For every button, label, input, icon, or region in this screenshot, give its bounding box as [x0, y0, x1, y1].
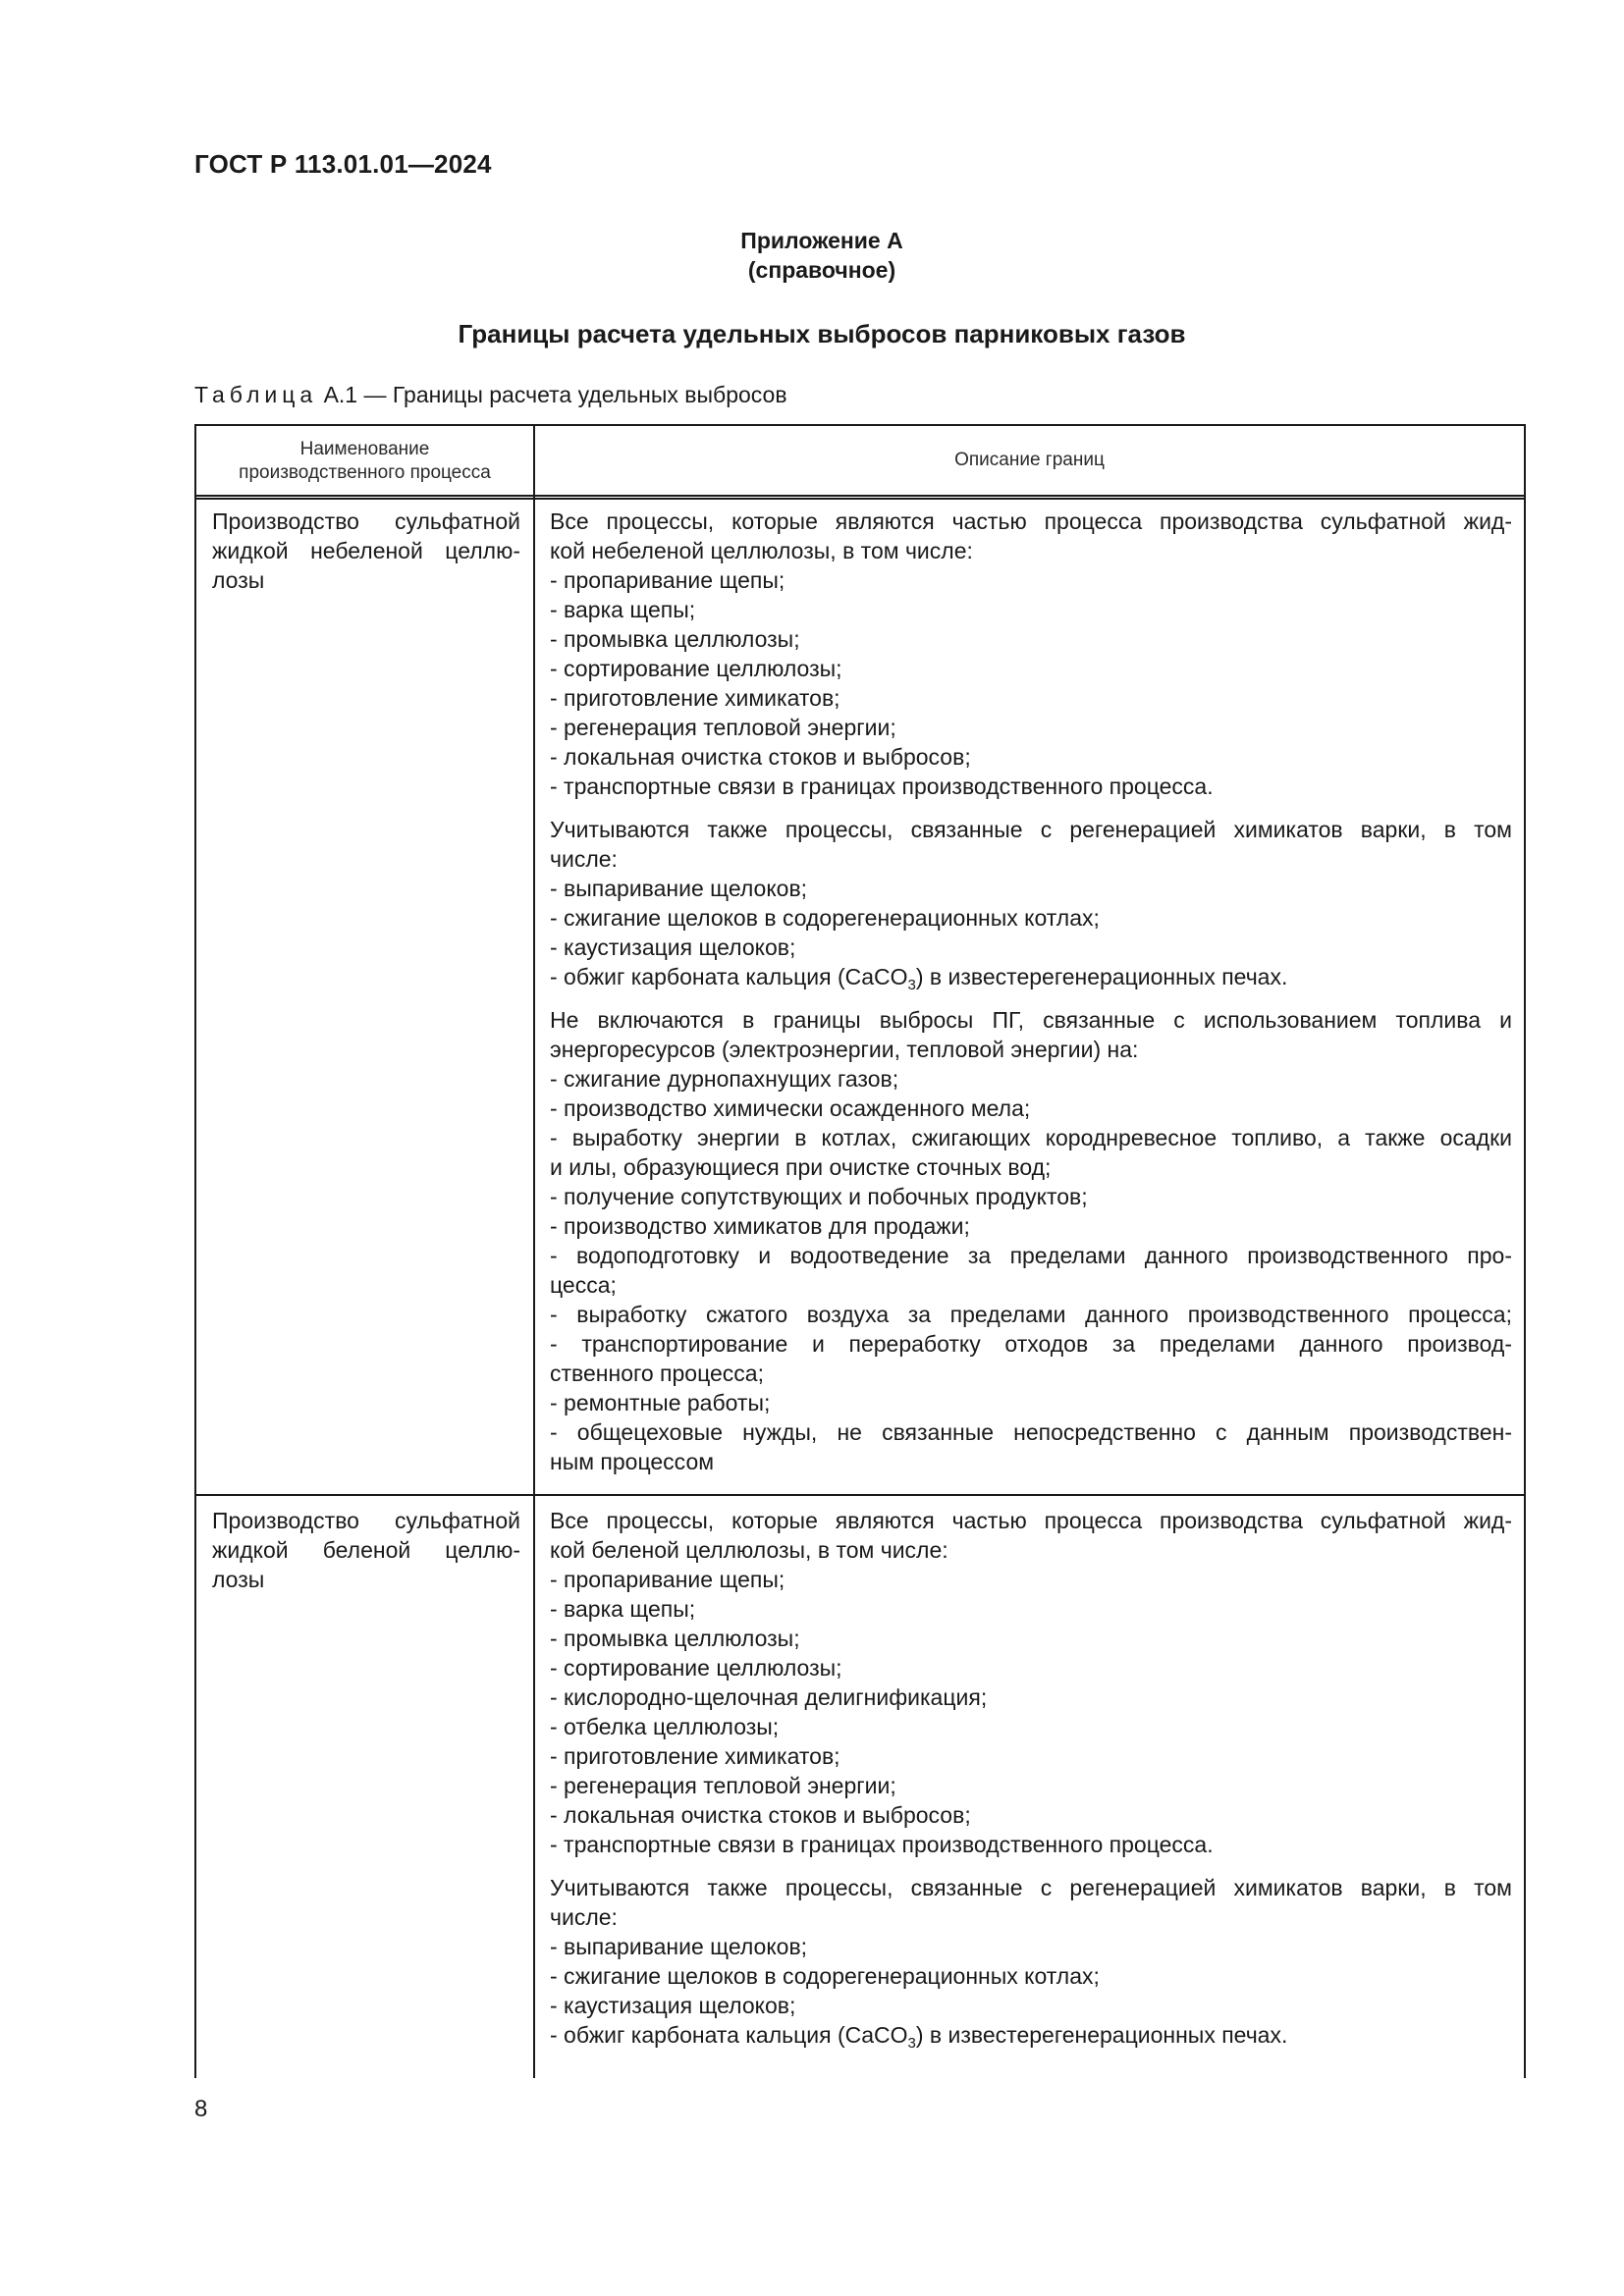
list-item: - сжигание щелоков в содорегенерационных котлах; — [550, 1963, 1100, 1989]
list-item: ственного процесса; — [550, 1361, 764, 1386]
appendix-subtitle: (справочное) — [747, 257, 896, 283]
document-code: ГОСТ Р 113.01.01—2024 — [194, 149, 492, 179]
desc-line: энергоресурсов (электроэнергии, тепловой энергии) на: — [550, 1037, 1139, 1062]
list-item: - каустизация щелоков; — [550, 1993, 796, 2018]
list-item: и илы, образующиеся при очистке сточных вод; — [550, 1154, 1052, 1180]
table-caption-label: Таблица — [194, 382, 318, 407]
row1-regeneration-processes — [550, 815, 1512, 991]
list-item: - кислородно-щелочная делигнификация; — [550, 1684, 988, 1710]
list-item: - выработку энергии в котлах, сжигающих короднревесное топливо, а также осадки — [550, 1125, 1512, 1150]
list-item: - транспортные связи в границах производственного процесса. — [550, 1832, 1214, 1857]
appendix-title: Приложение А — [740, 228, 903, 253]
list-item: - транспортные связи в границах производственного процесса. — [550, 774, 1214, 799]
desc-line: кой беленой целлюлозы, в том числе: — [550, 1537, 948, 1563]
appendix-heading — [0, 226, 1624, 285]
list-item: - приготовление химикатов; — [550, 1743, 840, 1769]
row1-process-name — [212, 507, 520, 595]
list-item: - выпаривание щелоков; — [550, 1934, 808, 1959]
desc-line: числе: — [550, 1904, 618, 1930]
list-item: - варка щепы; — [550, 1596, 696, 1622]
boundaries-table — [194, 424, 1526, 2078]
header-process-name-line1: Наименование — [299, 439, 430, 459]
row2-included-processes — [550, 1506, 1512, 1859]
page-number: 8 — [194, 2096, 208, 2122]
list-item: - каустизация щелоков; — [550, 934, 796, 960]
row2-regeneration-processes — [550, 1873, 1512, 2050]
desc-line: числе: — [550, 846, 618, 872]
list-item: - локальная очистка стоков и выбросов; — [550, 1802, 971, 1828]
desc-line: Все процессы, которые являются частью процесса производства сульфатной жид- — [550, 1508, 1512, 1533]
list-item-text: ) в известерегенерационных печах. — [915, 2022, 1288, 2048]
list-item: - выработку сжатого воздуха за пределами данного производственного процесса; — [550, 1302, 1512, 1327]
list-item: - водоподготовку и водоотведение за пределами данного производственного про- — [550, 1243, 1512, 1268]
list-item: - варка щепы; — [550, 597, 696, 622]
list-item: - сжигание дурнопахнущих газов; — [550, 1066, 899, 1092]
list-item-text: - обжиг карбоната кальция (CaCO — [550, 2022, 908, 2048]
list-item — [550, 962, 1512, 991]
table-caption — [194, 382, 787, 408]
list-item: - ремонтные работы; — [550, 1390, 771, 1415]
list-item: - транспортирование и переработку отходов за пределами данного производ- — [550, 1331, 1512, 1357]
list-item: цесса; — [550, 1272, 617, 1298]
list-item — [550, 2020, 1512, 2050]
subscript: 3 — [907, 977, 916, 993]
section-heading: Границы расчета удельных выбросов парниковых газов — [458, 319, 1186, 348]
row2-process-name — [212, 1506, 520, 1594]
desc-line: Все процессы, которые являются частью процесса производства сульфатной жид- — [550, 508, 1512, 534]
list-item: - пропаривание щепы; — [550, 567, 785, 593]
header-process-name-line2: производственного процесса — [239, 462, 491, 483]
list-item: - получение сопутствующих и побочных продуктов; — [550, 1184, 1088, 1209]
desc-line: Не включаются в границы выбросы ПГ, связанные с использованием топлива и — [550, 1007, 1512, 1033]
row1-excluded-emissions — [550, 1005, 1512, 1476]
list-item: - отбелка целлюлозы; — [550, 1714, 780, 1739]
list-item: - приготовление химикатов; — [550, 685, 840, 711]
desc-line: кой небеленой целлюлозы, в том числе: — [550, 538, 973, 563]
table-caption-text: А.1 — Границы расчета удельных выбросов — [317, 382, 787, 407]
list-item: - сортирование целлюлозы; — [550, 656, 842, 681]
header-process-name — [196, 438, 533, 485]
row-separator — [196, 1494, 1524, 1496]
row1-process-line: жидкой небеленой целлю- — [212, 538, 520, 563]
row2-process-line: Производство сульфатной — [212, 1508, 520, 1533]
list-item: - регенерация тепловой энергии; — [550, 715, 896, 740]
list-item: - сортирование целлюлозы; — [550, 1655, 842, 1681]
list-item: - локальная очистка стоков и выбросов; — [550, 744, 971, 770]
list-item: - общецеховые нужды, не связанные непосредственно с данным производствен- — [550, 1419, 1512, 1445]
list-item: - пропаривание щепы; — [550, 1567, 785, 1592]
list-item: - производство химически осажденного мела; — [550, 1095, 1031, 1121]
column-divider — [533, 426, 535, 2078]
row2-process-line: лозы — [212, 1567, 265, 1592]
row1-included-processes — [550, 507, 1512, 801]
list-item: - регенерация тепловой энергии; — [550, 1773, 896, 1798]
list-item: - производство химикатов для продажи; — [550, 1213, 970, 1239]
desc-line: Учитываются также процессы, связанные с регенерацией химикатов варки, в том — [550, 1875, 1512, 1900]
subscript: 3 — [907, 2035, 916, 2052]
header-boundaries-description: Описание границ — [954, 450, 1105, 470]
row2-process-line: жидкой беленой целлю- — [212, 1537, 520, 1563]
row1-process-line: лозы — [212, 567, 265, 593]
list-item: - выпаривание щелоков; — [550, 876, 808, 901]
list-item-text: - обжиг карбоната кальция (CaCO — [550, 964, 908, 989]
table-header — [196, 426, 1524, 500]
row1-process-line: Производство сульфатной — [212, 508, 520, 534]
desc-line: Учитываются также процессы, связанные с регенерацией химикатов варки, в том — [550, 817, 1512, 842]
row1-description — [550, 507, 1512, 1490]
list-item: ным процессом — [550, 1449, 715, 1474]
row2-description — [550, 1506, 1512, 2063]
list-item: - промывка целлюлозы; — [550, 1626, 800, 1651]
list-item-text: ) в известерегенерационных печах. — [915, 964, 1288, 989]
list-item: - сжигание щелоков в содорегенерационных котлах; — [550, 905, 1100, 931]
list-item: - промывка целлюлозы; — [550, 626, 800, 652]
